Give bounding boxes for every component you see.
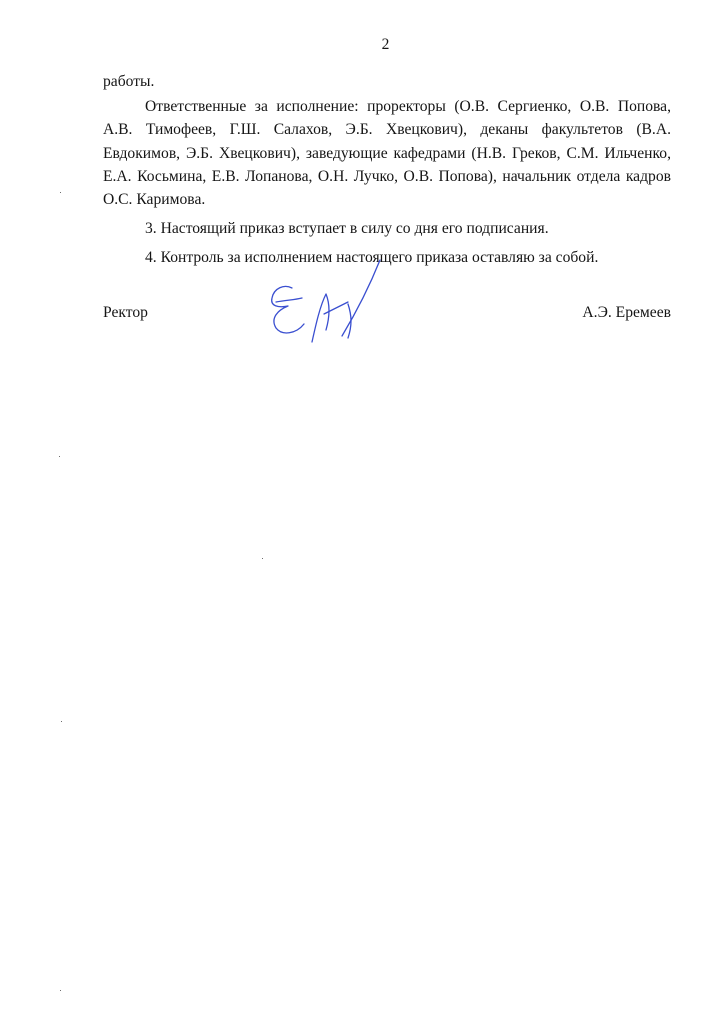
scan-speck	[262, 558, 263, 559]
paragraph-continuation: работы.	[103, 73, 155, 90]
paragraph-effective-date: 3. Настоящий приказ вступает в силу со дня его подписания.	[145, 220, 549, 238]
document-body	[103, 70, 671, 270]
scan-speck	[59, 456, 60, 457]
signatory-title: Ректор	[103, 304, 148, 321]
signatory-name: А.Э. Еремеев	[582, 304, 671, 321]
paragraph-responsible: Ответственные за исполнение: проректоры (О.В. Сергиенко, О.В. Попова, А.В. Тимофеев, Г.Ш. Салахов, Э.Б. Хвецкович), деканы факультетов (В.А. Евдокимов, Э.Б. Хвецкович), заведующие кафедрами (Н.В. Греков, С.М. Ильченко, Е.А. Косьмина, Е.В. Лопанова, О.Н. Лучко, О.В. Попова), начальник отдела кадров О.С. Каримова.	[103, 98, 671, 209]
paragraph-control: 4. Контроль за исполнением настоящего приказа оставляю за собой.	[145, 249, 599, 267]
scan-speck	[60, 192, 61, 193]
scan-speck	[60, 990, 61, 991]
page-number: 2	[381, 36, 390, 53]
handwritten-signature	[262, 254, 392, 354]
scan-speck	[61, 721, 62, 722]
